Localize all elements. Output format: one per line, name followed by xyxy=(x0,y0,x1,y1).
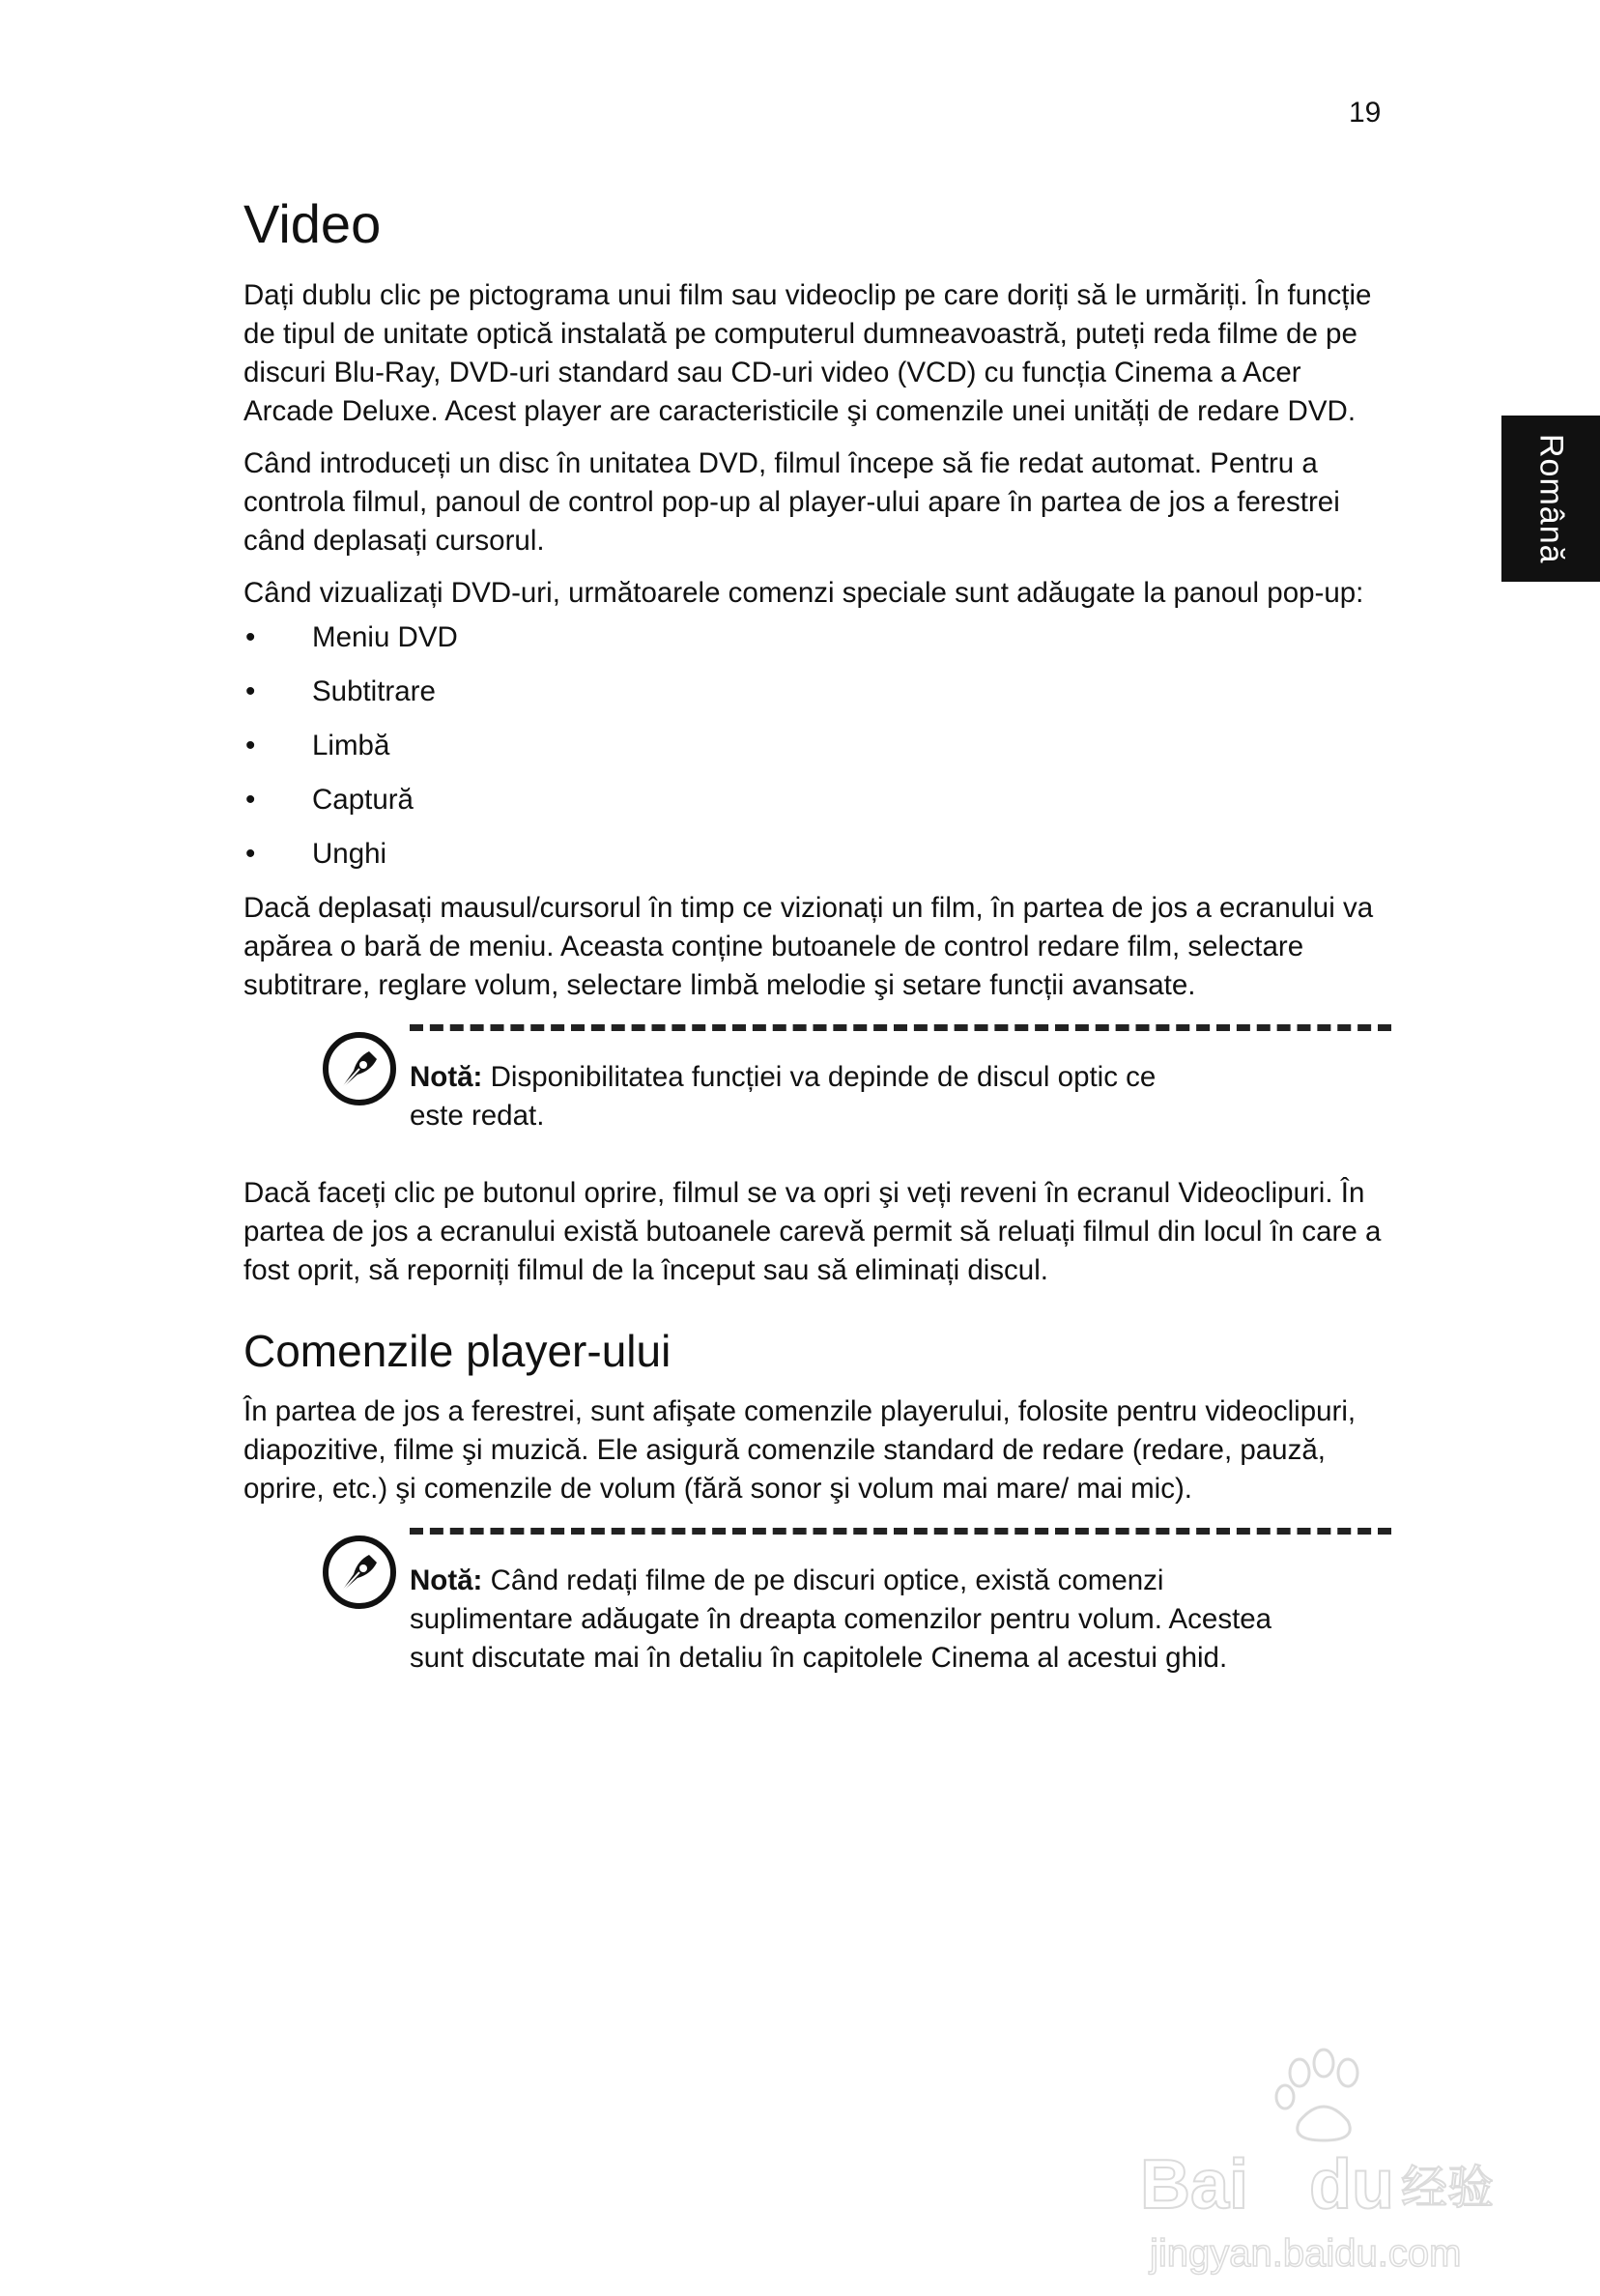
list-item xyxy=(243,727,1393,765)
note-box-2 xyxy=(321,1528,1393,1678)
video-paragraph-after-bullets: Dacă deplasați mausul/cursorul în timp ce vizionați un film, în partea de jos a ecranului va apărea o bară de meniu. Aceasta conține butoanele de control redare film, selectare subtitrare, reglare volum, selectare limbă melodie şi setare funcții avansate. xyxy=(243,892,1374,1001)
list-item-text: Subtitrare xyxy=(312,675,436,707)
list-item xyxy=(243,673,1393,711)
list-item xyxy=(243,781,1393,819)
note-label: Notă: xyxy=(410,1061,483,1093)
note-body: Când redați filme de pe discuri optice, există comenzi suplimentare adăugate în dreapta comenzilor pentru volum. Acestea sunt discutate mai în detaliu în capitolele Cinema al acestui ghid. xyxy=(410,1564,1272,1674)
svg-text:du: du xyxy=(1309,2146,1394,2224)
language-tab-label: Română xyxy=(1532,433,1570,564)
note-label: Notă: xyxy=(410,1564,483,1596)
special-commands-list xyxy=(243,618,1393,874)
list-item-text: Limbă xyxy=(312,730,390,761)
player-controls-paragraph: În partea de jos a ferestrei, sunt afişate comenzile playerului, folosite pentru videoclipuri, diapozitive, filme şi muzică. Ele asigură comenzile standard de redare (redare, pauză, oprire, etc.) şi comenzile de volum (fără sonor şi volum mai mare/ mai mic). xyxy=(243,1395,1357,1505)
note-text xyxy=(410,1058,1212,1135)
bullet-icon: • xyxy=(245,784,256,816)
page-number: 19 xyxy=(1349,97,1382,129)
baidu-watermark-logo xyxy=(1130,2029,1507,2281)
note-divider xyxy=(410,1024,1391,1031)
bullet-icon: • xyxy=(245,621,256,653)
watermark-url: jingyan.baidu.com xyxy=(1150,2232,1462,2275)
svg-text:经验: 经验 xyxy=(1401,2161,1495,2215)
list-item-text: Unghi xyxy=(312,838,387,870)
list-item-text: Meniu DVD xyxy=(312,621,458,653)
note-text xyxy=(410,1562,1308,1678)
section-title-player-controls: Comenzile player-ului xyxy=(243,1326,671,1376)
list-item xyxy=(243,835,1393,874)
video-paragraph-3: Când vizualizați DVD-uri, următoarele comenzi speciale sunt adăugate la panoul pop-up: xyxy=(243,577,1364,609)
list-item xyxy=(243,618,1393,657)
list-item-text: Captură xyxy=(312,784,414,816)
language-tab xyxy=(1501,416,1600,582)
bullet-icon: • xyxy=(245,675,256,707)
note-divider xyxy=(410,1528,1391,1535)
section-title-video: Video xyxy=(243,193,382,254)
pen-nib-icon xyxy=(321,1030,398,1107)
note-box-1 xyxy=(321,1024,1393,1135)
bullet-icon: • xyxy=(245,838,256,870)
video-paragraph-after-note: Dacă faceți clic pe butonul oprire, filmul se va opri şi veți reveni în ecranul Videoclipuri. În partea de jos a ecranului există butoanele carevă permit să reluați filmul din locul în care a fost oprit, să reporniți filmul de la început sau să eliminați discul. xyxy=(243,1177,1382,1286)
svg-text:Bai: Bai xyxy=(1140,2146,1249,2224)
pen-nib-icon xyxy=(321,1534,398,1611)
video-paragraph-2: Când introduceți un disc în unitatea DVD, filmul începe să fie redat automat. Pentru a controla filmul, panoul de control pop-up al player-ului apare în partea de jos a ferestrei când deplasați cursorul. xyxy=(243,447,1340,557)
note-body: Disponibilitatea funcției va depinde de discul optic ce este redat. xyxy=(410,1061,1157,1132)
video-paragraph-1: Dați dublu clic pe pictograma unui film sau videoclip pe care doriți să le urmăriți. În funcție de tipul de unitate optică instalată pe computerul dumneavoastră, puteți reda filme de pe discuri Blu-Ray, DVD-uri standard sau CD-uri video (VCD) cu funcția Cinema a Acer Arcade Deluxe. Acest player are caracteristicile şi comenzile unei unități de redare DVD. xyxy=(243,279,1372,427)
page-content xyxy=(243,186,1393,1716)
bullet-icon: • xyxy=(245,730,256,761)
